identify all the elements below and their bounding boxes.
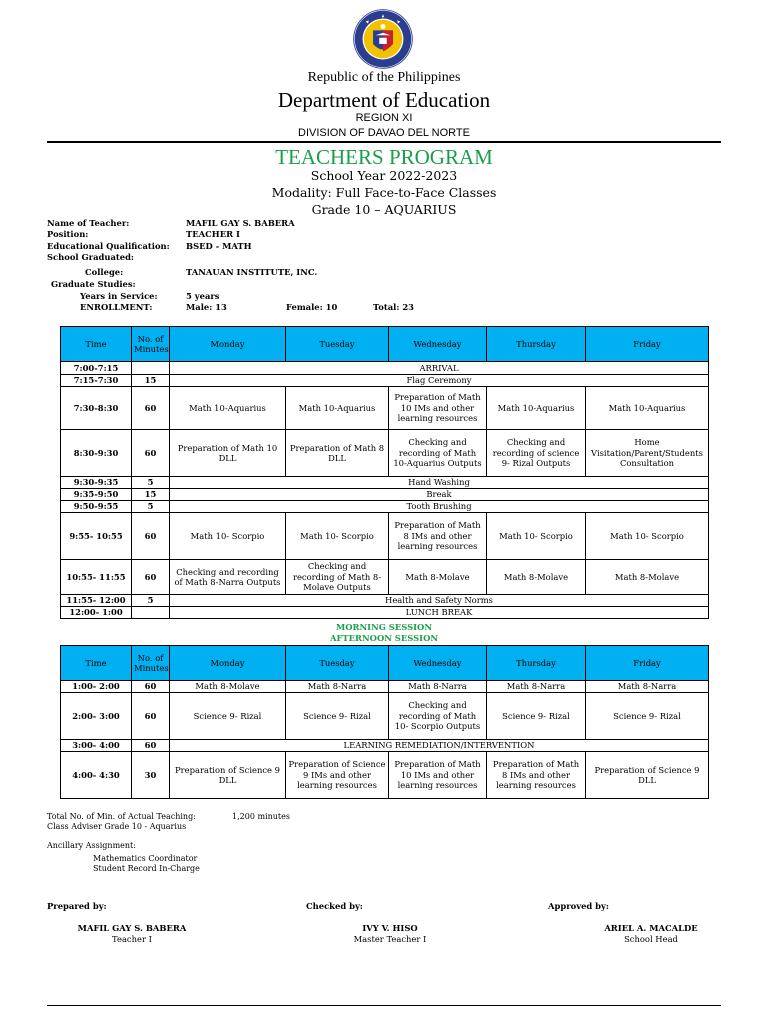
tuesday-cell: Science 9- Rizal [286, 693, 389, 740]
minutes-cell [132, 607, 170, 619]
position-label: Position: [47, 229, 89, 240]
schedule-row [61, 387, 709, 430]
time-cell: 10:55- 11:55 [61, 560, 132, 595]
time-cell: 9:55- 10:55 [61, 513, 132, 560]
minutes-cell: 60 [132, 387, 170, 430]
friday-cell: Math 8-Narra [586, 681, 709, 693]
minutes-cell [132, 362, 170, 375]
adviser-note: Class Adviser Grade 10 - Aquarius [47, 822, 187, 831]
checked-signatory [320, 923, 460, 945]
checked-title: Master Teacher I [353, 934, 427, 944]
afternoon-session-label: AFTERNOON SESSION [329, 633, 439, 643]
prepared-signatory [62, 923, 202, 945]
activity-cell: Break [170, 489, 709, 501]
time-cell: 11:55- 12:00 [61, 595, 132, 607]
deped-seal-logo [346, 8, 420, 70]
time-cell: 9:35-9:50 [61, 489, 132, 501]
years-label: Years in Service: [80, 291, 158, 301]
header-divider [47, 141, 721, 143]
ancillary-item: Student Record In-Charge [93, 864, 200, 873]
column-header-wednesday: Wednesday [389, 327, 487, 362]
schedule-row [61, 560, 709, 595]
position-value: TEACHER I [186, 229, 240, 240]
minutes-cell: 5 [132, 595, 170, 607]
column-header-thursday: Thursday [487, 646, 586, 681]
activity-cell: Flag Ceremony [170, 375, 709, 387]
monday-cell: Math 10-Aquarius [170, 387, 286, 430]
schedule-row [61, 362, 709, 375]
friday-cell: Math 10-Aquarius [586, 387, 709, 430]
total-count: Total: 23 [373, 302, 414, 312]
minutes-cell: 60 [132, 681, 170, 693]
activity-cell: Health and Safety Norms [170, 595, 709, 607]
approved-name: ARIEL A. MACALDE [604, 923, 698, 933]
schedule-row [61, 681, 709, 693]
tuesday-cell: Math 10- Scorpio [286, 513, 389, 560]
minutes-cell: 15 [132, 489, 170, 501]
info-values [186, 218, 295, 252]
tuesday-cell: Math 8-Narra [286, 681, 389, 693]
morning-schedule-table [60, 326, 709, 619]
school-year: School Year 2022-2023 [310, 168, 458, 183]
time-cell: 7:00-7:15 [61, 362, 132, 375]
minutes-cell: 60 [132, 693, 170, 740]
monday-cell: Math 8-Molave [170, 681, 286, 693]
schedule-row [61, 693, 709, 740]
friday-cell: Science 9- Rizal [586, 693, 709, 740]
prepared-title: Teacher I [112, 934, 152, 944]
column-header-monday: Monday [170, 646, 286, 681]
college-label: College: [85, 267, 124, 277]
column-header-tuesday: Tuesday [286, 646, 389, 681]
school-label: School Graduated: [47, 252, 135, 263]
wednesday-cell: Checking and recording of Math 10-Aquarius Outputs [389, 430, 487, 477]
wednesday-cell: Preparation of Math 10 IMs and other learning resources [389, 752, 487, 799]
male-count: Male: 13 [186, 302, 227, 312]
time-cell: 12:00- 1:00 [61, 607, 132, 619]
minutes-cell: 60 [132, 513, 170, 560]
time-cell: 9:30-9:35 [61, 477, 132, 489]
ancillary-label: Ancillary Assignment: [47, 841, 136, 850]
time-cell: 1:00- 2:00 [61, 681, 132, 693]
female-count: Female: 10 [286, 302, 338, 312]
activity-cell: Hand Washing [170, 477, 709, 489]
wednesday-cell: Checking and recording of Math 10- Scorpio Outputs [389, 693, 487, 740]
qualification-label: Educational Qualification: [47, 240, 170, 251]
thursday-cell: Science 9- Rizal [487, 693, 586, 740]
minutes-cell: 15 [132, 375, 170, 387]
region-heading: REGION XI [355, 112, 413, 124]
monday-cell: Checking and recording of Math 8-Narra Outputs [170, 560, 286, 595]
prepared-name: MAFIL GAY S. BABERA [77, 923, 187, 933]
years-value: 5 years [186, 291, 220, 301]
time-cell: 2:00- 3:00 [61, 693, 132, 740]
teacher-label: Name of Teacher: [47, 218, 130, 228]
activity-cell: LEARNING REMEDIATION/INTERVENTION [170, 740, 709, 752]
graduate-label: Graduate Studies: [51, 279, 136, 289]
modality: Modality: Full Face-to-Face Classes [271, 185, 497, 200]
time-cell: 7:30-8:30 [61, 387, 132, 430]
activity-cell: Tooth Brushing [170, 501, 709, 513]
tuesday-cell: Preparation of Science 9 IMs and other learning resources [286, 752, 389, 799]
column-header-friday: Friday [586, 646, 709, 681]
minutes-cell: 5 [132, 501, 170, 513]
total-teaching-label: Total No. of Min. of Actual Teaching: [47, 812, 196, 821]
table-header-row [61, 646, 709, 681]
division-heading: DIVISION OF DAVAO DEL NORTE [298, 127, 470, 139]
thursday-cell: Checking and recording of science 9- Rizal Outputs [487, 430, 586, 477]
schedule-row [61, 430, 709, 477]
approved-by-label: Approved by: [548, 901, 609, 911]
footer-divider [47, 1005, 721, 1006]
time-cell: 8:30-9:30 [61, 430, 132, 477]
time-cell: 3:00- 4:00 [61, 740, 132, 752]
monday-cell: Math 10- Scorpio [170, 513, 286, 560]
tuesday-cell: Checking and recording of Math 8-Molave Outputs [286, 560, 389, 595]
schedule-row [61, 595, 709, 607]
schedule-row [61, 740, 709, 752]
minutes-cell: 30 [132, 752, 170, 799]
table-header-row [61, 327, 709, 362]
activity-cell: ARRIVAL [170, 362, 709, 375]
total-teaching-value: 1,200 minutes [232, 812, 290, 821]
schedule-row [61, 375, 709, 387]
friday-cell: Home Visitation/Parent/Students Consultation [586, 430, 709, 477]
column-header-thursday: Thursday [487, 327, 586, 362]
column-header-no-of-minutes: No. of Minutes [132, 646, 170, 681]
thursday-cell: Math 8-Narra [487, 681, 586, 693]
info-labels [47, 218, 170, 264]
friday-cell: Preparation of Science 9 DLL [586, 752, 709, 799]
minutes-cell: 5 [132, 477, 170, 489]
schedule-row [61, 752, 709, 799]
column-header-no-of-minutes: No. of Minutes [132, 327, 170, 362]
column-header-tuesday: Tuesday [286, 327, 389, 362]
schedule-row [61, 477, 709, 489]
thursday-cell: Preparation of Math 8 IMs and other learning resources [487, 752, 586, 799]
minutes-cell: 60 [132, 560, 170, 595]
schedule-row [61, 489, 709, 501]
time-cell: 9:50-9:55 [61, 501, 132, 513]
college-value: TANAUAN INSTITUTE, INC. [186, 267, 318, 277]
checked-name: IVY V. HISO [362, 923, 418, 933]
wednesday-cell: Math 8-Narra [389, 681, 487, 693]
time-cell: 4:00- 4:30 [61, 752, 132, 799]
schedule-row [61, 607, 709, 619]
thursday-cell: Math 10-Aquarius [487, 387, 586, 430]
qualification-value: BSED - MATH [186, 240, 252, 251]
wednesday-cell: Preparation of Math 8 IMs and other learning resources [389, 513, 487, 560]
program-title: TEACHERS PROGRAM [275, 145, 493, 169]
monday-cell: Preparation of Science 9 DLL [170, 752, 286, 799]
schedule-row [61, 501, 709, 513]
thursday-cell: Math 8-Molave [487, 560, 586, 595]
teacher-value: MAFIL GAY S. BABERA [186, 218, 295, 228]
prepared-by-label: Prepared by: [47, 901, 107, 911]
monday-cell: Preparation of Math 10 DLL [170, 430, 286, 477]
thursday-cell: Math 10- Scorpio [487, 513, 586, 560]
checked-by-label: Checked by: [306, 901, 363, 911]
column-header-friday: Friday [586, 327, 709, 362]
column-header-time: Time [61, 327, 132, 362]
approved-signatory [581, 923, 721, 945]
tuesday-cell: Math 10-Aquarius [286, 387, 389, 430]
minutes-cell: 60 [132, 430, 170, 477]
schedule-row [61, 513, 709, 560]
afternoon-schedule-table [60, 645, 709, 799]
wednesday-cell: Preparation of Math 10 IMs and other learning resources [389, 387, 487, 430]
column-header-monday: Monday [170, 327, 286, 362]
tuesday-cell: Preparation of Math 8 DLL [286, 430, 389, 477]
column-header-wednesday: Wednesday [389, 646, 487, 681]
republic-heading: Republic of the Philippines [307, 70, 461, 85]
grade-section: Grade 10 – AQUARIUS [311, 202, 457, 217]
friday-cell: Math 10- Scorpio [586, 513, 709, 560]
morning-session-label: MORNING SESSION [335, 622, 433, 632]
approved-title: School Head [624, 934, 678, 944]
time-cell: 7:15-7:30 [61, 375, 132, 387]
wednesday-cell: Math 8-Molave [389, 560, 487, 595]
monday-cell: Science 9- Rizal [170, 693, 286, 740]
enrollment-label: ENROLLMENT: [80, 302, 153, 312]
column-header-time: Time [61, 646, 132, 681]
minutes-cell: 60 [132, 740, 170, 752]
friday-cell: Math 8-Molave [586, 560, 709, 595]
ancillary-item: Mathematics Coordinator [93, 854, 198, 863]
activity-cell: LUNCH BREAK [170, 607, 709, 619]
department-heading: Department of Education [277, 88, 491, 112]
